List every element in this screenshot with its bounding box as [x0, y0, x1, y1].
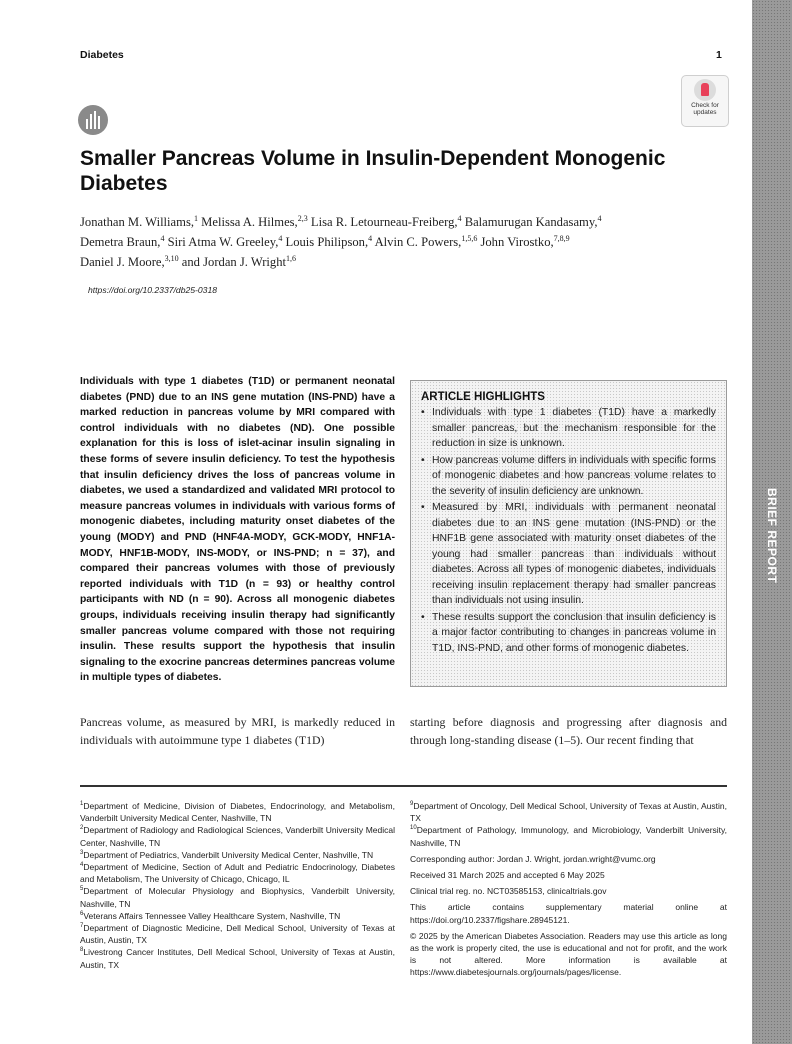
affiliation: $^8$Livestrong Cancer Institutes, Dell Medical School, University of Texas at Austin, Austin, TX [80, 947, 395, 970]
affiliation: $^7$Department of Diagnostic Medicine, Dell Medical School, University of Texas at Austin, Austin, TX [80, 923, 395, 946]
author: Siri Atma W. Greeley, [167, 235, 279, 249]
body-text-left: Pancreas volume, as measured by MRI, is markedly reduced in individuals with autoimmune type 1 diabetes (T1D) [80, 715, 395, 747]
article-title: Smaller Pancreas Volume in Insulin-Dependent Monogenic Diabetes [80, 147, 666, 195]
affiliation: $^{10}$Department of Pathology, Immunology, and Microbiology, Vanderbilt University, Nashville, TN [410, 825, 727, 848]
ada-logo-icon [78, 105, 108, 135]
highlights-title: ARTICLE HIGHLIGHTS [421, 391, 545, 403]
author-list: Jonathan M. Williams,$^1$ Melissa A. Hilmes,$^{2,3}$ Lisa R. Letourneau-Freiberg,$^4$ Balamurugan Kandasamy,$^4$ Demetra Braun,$^4$ Siri Atma W. Greeley,$^4$ Louis Philipson,$^4$ Alvin C. Powers,$^{1,5,6}$ John Virostko,$^{7,8,9}$ Daniel J. Moore,$^{3,10}$ and Jordan J. Wright$^{1,6}$ [80, 213, 602, 269]
author: Louis Philipson, [285, 235, 369, 249]
received-date: Received 31 March 2025 and accepted 6 May 2025 [410, 870, 605, 881]
page-number: 1 [716, 49, 722, 61]
author: and Jordan J. Wright [181, 255, 286, 269]
author: Daniel J. Moore, [80, 255, 165, 269]
journal-name: Diabetes [80, 49, 124, 61]
highlight-item: • These results support the conclusion that insulin deficiency is a major factor contributing to changes in pancreas volume in T1D, INS-PND, and other forms of monogenic diabetes. [421, 610, 716, 657]
trial-registration: Clinical trial reg. no. NCT03585153, clinicaltrials.gov [410, 886, 607, 897]
affiliation: $^5$Department of Molecular Physiology and Biophysics, Vanderbilt University, Nashville, TN [80, 886, 395, 909]
bookmark-icon [694, 79, 716, 101]
article-highlights-box [410, 380, 727, 687]
footnote-divider [80, 785, 727, 787]
author: Melissa A. Hilmes, [201, 215, 298, 229]
highlight-item: • How pancreas volume differs in individuals with specific forms of monogenic diabetes and how pancreas volume relates to the severity of insulin deficiency are unknown. [421, 453, 716, 500]
highlight-item: • Measured by MRI, individuals with permanent neonatal diabetes due to an INS gene mutation (INS-PND) or the HNF1B gene associated with maturity onset diabetes of the young had smaller pancreas than individuals without diabetes. Across all types of monogenic diabetes, individuals receiving insulin replacement therapy had smaller pancreas than individuals not using insulin. [421, 500, 716, 609]
author: Lisa R. Letourneau-Freiberg, [310, 215, 458, 229]
section-label: BRIEF REPORT [765, 488, 779, 584]
doi-link[interactable]: https://doi.org/10.2337/db25-0318 [88, 285, 218, 295]
author: Jonathan M. Williams, [80, 215, 194, 229]
author: Demetra Braun, [80, 235, 161, 249]
affiliation: $^4$Department of Medicine, Section of Adult and Pediatric Endocrinology, Diabetes and Metabolism, The University of Chicago, Chicago, IL [80, 862, 395, 885]
affiliation: $^3$Department of Pediatrics, Vanderbilt University Medical Center, Nashville, TN [80, 849, 374, 860]
body-text-right: starting before diagnosis and progressing after diagnosis and through long-standing disease (1–5). Our recent finding that [410, 715, 727, 747]
check-for-updates-badge[interactable] [681, 75, 729, 127]
affiliation: $^1$Department of Medicine, Division of Diabetes, Endocrinology, and Metabolism, Vanderbilt University Medical Center, Nashville, TN [80, 801, 395, 824]
affiliation: $^6$Veterans Affairs Tennessee Valley Healthcare System, Nashville, TN [80, 910, 341, 921]
corresponding-author: Corresponding author: Jordan J. Wright, jordan.wright@vumc.org [410, 853, 656, 864]
supplementary-note: This article contains supplementary material online at https://doi.org/10.2337/figshare.28945121. [410, 902, 727, 925]
affiliation: $^9$Department of Oncology, Dell Medical School, University of Texas at Austin, Austin, TX [410, 801, 727, 824]
author: John Virostko, [480, 235, 554, 249]
badge-line2: updates [693, 109, 717, 116]
affiliations-left [80, 800, 395, 971]
author: Alvin C. Powers, [374, 235, 462, 249]
author: Balamurugan Kandasamy, [464, 215, 598, 229]
affiliation: $^2$Department of Radiology and Radiological Sciences, Vanderbilt University Medical Center, Nashville, TN [80, 825, 395, 848]
affiliations-right [410, 800, 727, 979]
highlight-item: • Individuals with type 1 diabetes (T1D) have a markedly smaller pancreas, but the mechanism responsible for the reduction in size is unknown. [421, 405, 716, 452]
badge-line1: Check for [691, 102, 719, 109]
abstract: Individuals with type 1 diabetes (T1D) or permanent neonatal diabetes (PND) due to an INS gene mutation (INS-PND) have a marked reduction in pancreas volume by MRI compared with control individuals with no diabetes (ND). One possible explanation for this is loss of islet-acinar insulin signaling in these forms of severe insulin deficiency. To test the hypothesis that insulin deficiency drives the loss of pancreas volume in diabetes, we used a standardized and validated MRI protocol to measure pancreas volumes in individuals with various forms of monogenic diabetes, including maturity onset diabetes of the young (MODY) and PND (HNF4A-MODY, GCK-MODY, HNF1A-MODY, HNF1B-MODY, INS-MODY, or INS-PND; n = 37), and compared their pancreas volumes with those of previously reported individuals with T1D (n = 93) or healthy control participants with ND (n = 90). Across all monogenic diabetes groups, individuals receiving insulin therapy had significantly smaller pancreas volume compared with those not requiring insulin. These results support the hypothesis that insulin signaling to the exocrine pancreas determines pancreas volume in multiple types of diabetes. [80, 376, 395, 684]
copyright-note: © 2025 by the American Diabetes Association. Readers may use this article as long as the work is properly cited, the use is educational and not for profit, and the work is not altered. More information is available at https://www.diabetesjournals.org/journals/pages/license. [410, 930, 727, 978]
